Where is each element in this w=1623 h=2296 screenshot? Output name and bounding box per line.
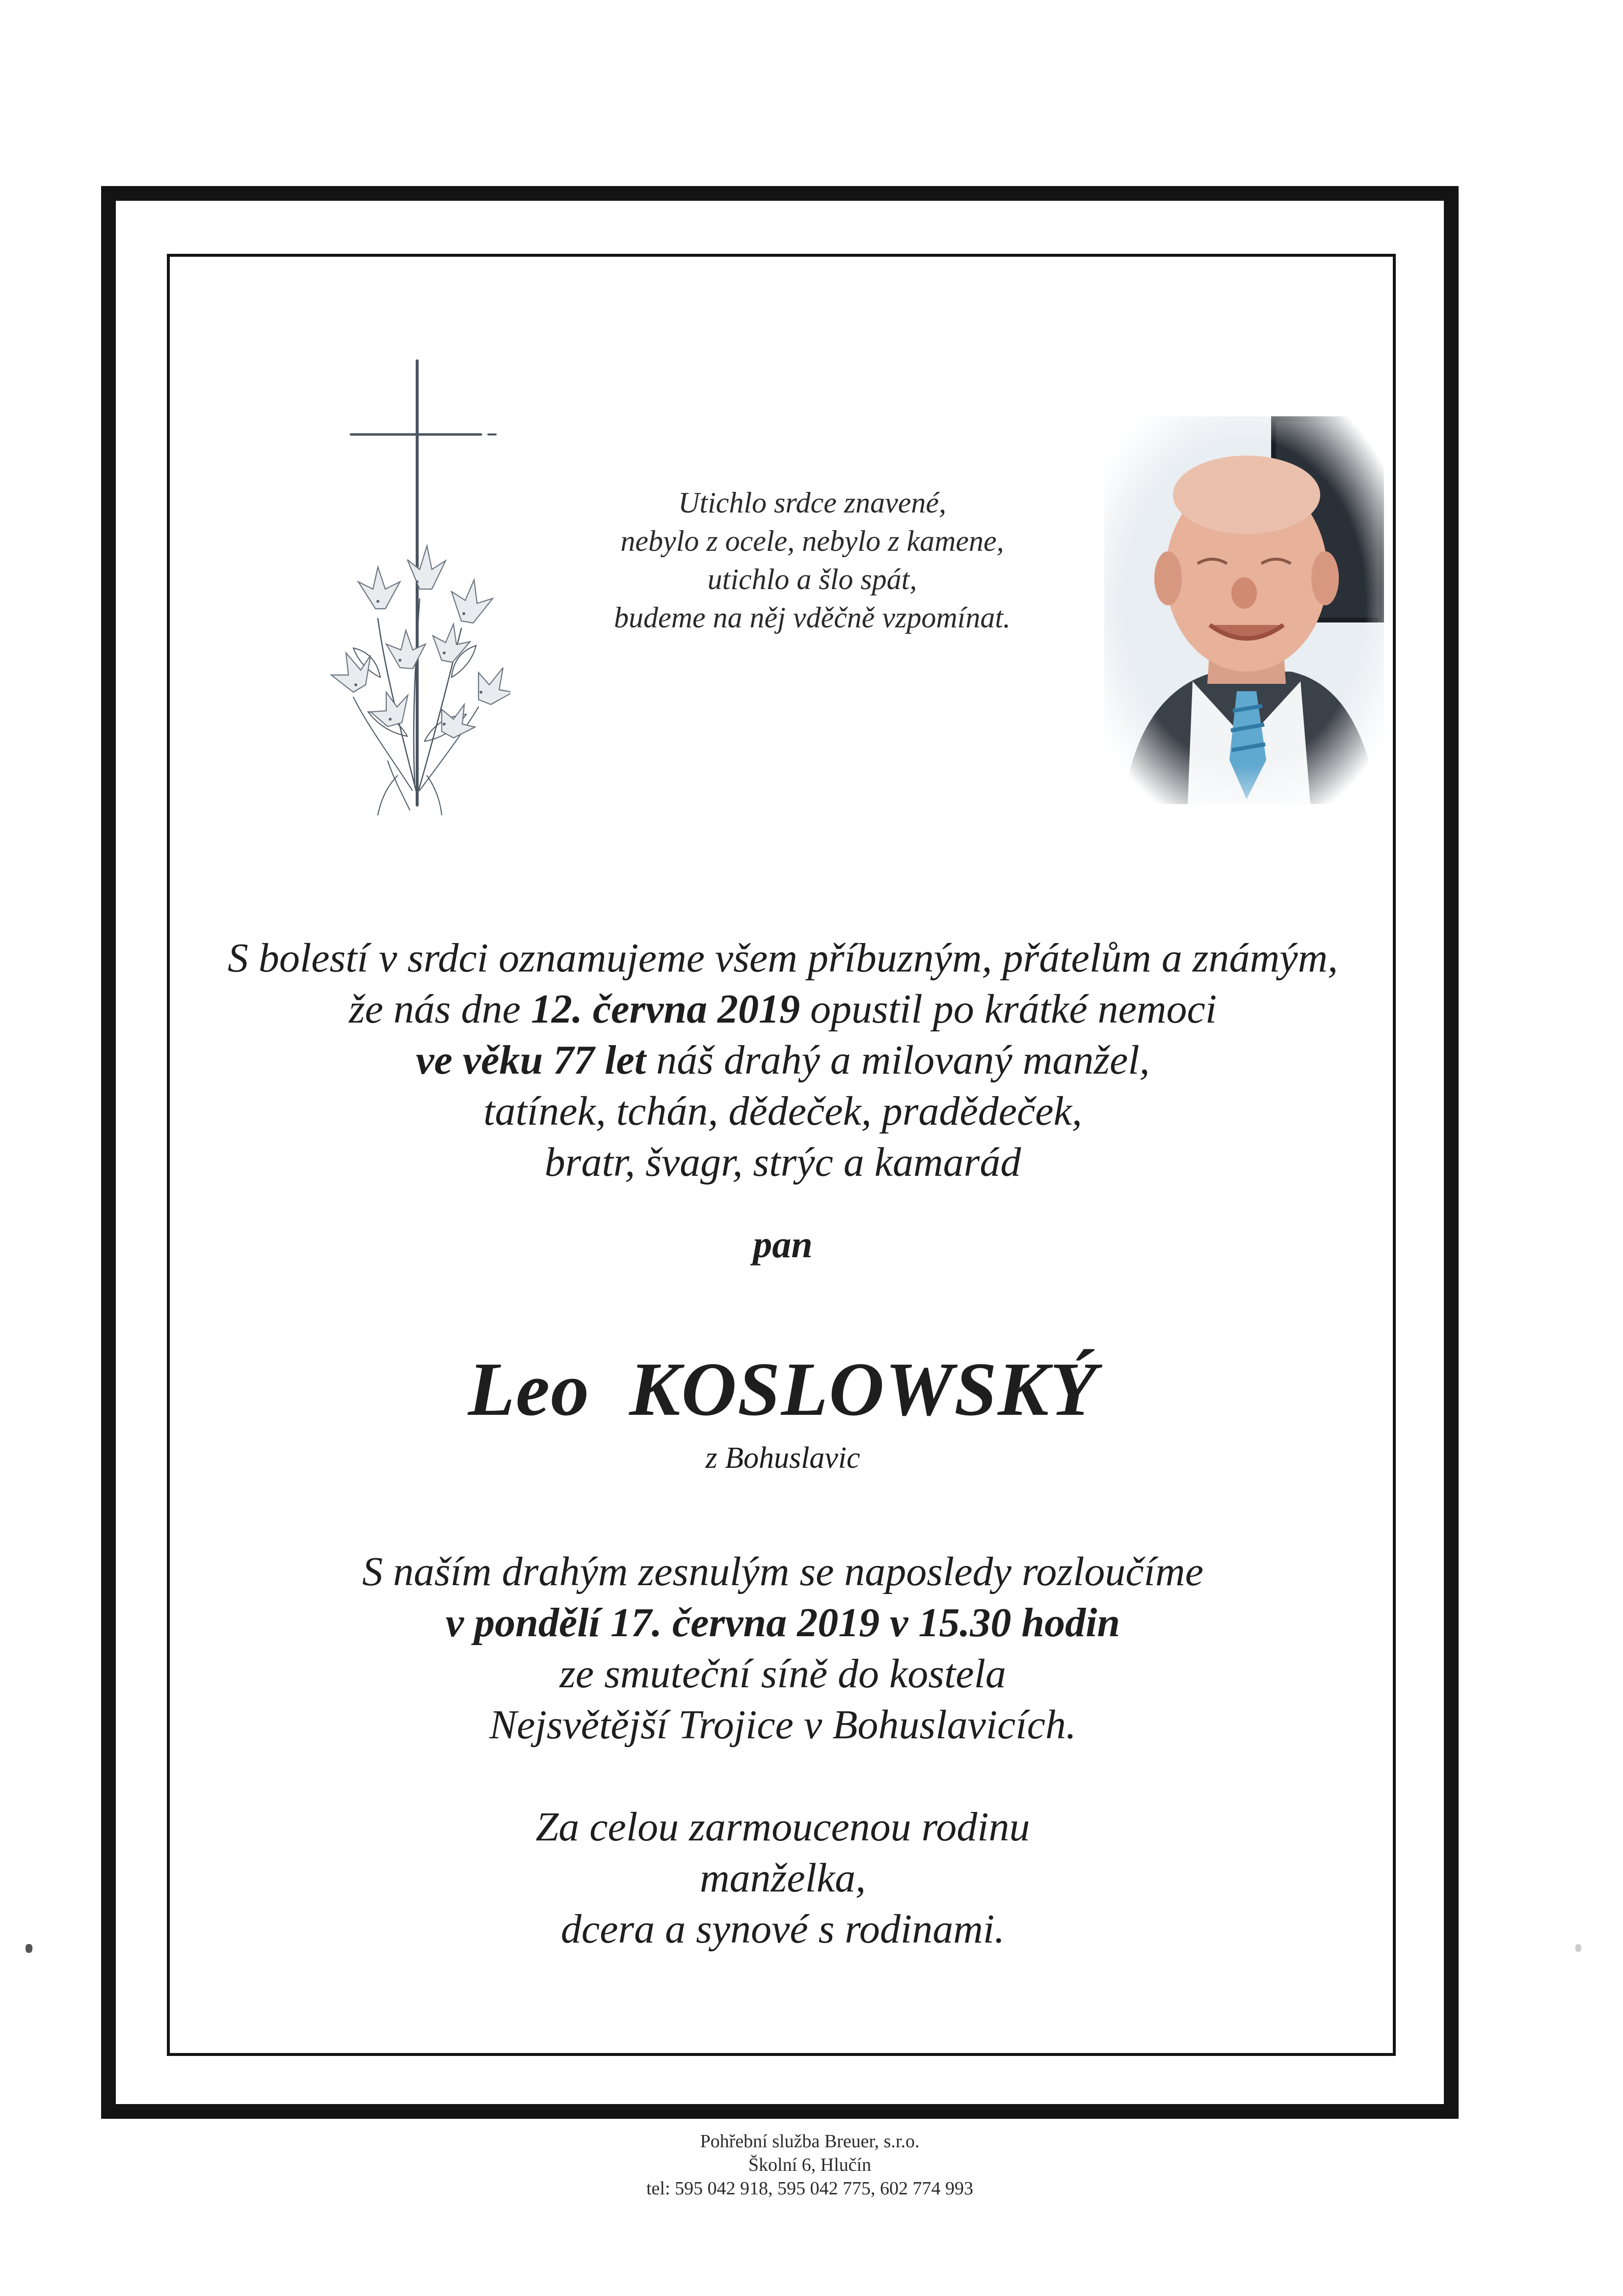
first-name: Leo xyxy=(468,1347,590,1432)
poem-line: utichlo a šlo spát, xyxy=(707,563,917,595)
funeral-home-address: Školní 6, Hlučín xyxy=(748,2155,872,2175)
farewell-text xyxy=(172,1546,1394,1751)
scan-speck xyxy=(1575,1944,1581,1952)
funeral-home-name: Pohřební služba Breuer, s.r.o. xyxy=(700,2131,920,2152)
farewell-line: ze smuteční síně do kostela xyxy=(559,1651,1006,1697)
honorific: pan xyxy=(753,1223,813,1266)
text-run: náš drahý a milovaný manžel, xyxy=(646,1037,1150,1083)
memorial-poem xyxy=(530,484,1094,637)
announcement-line: tatínek, tchán, dědeček, pradědeček, xyxy=(483,1088,1082,1134)
farewell-line: Nejsvětější Trojice v Bohuslavicích. xyxy=(489,1702,1076,1748)
farewell-line: S naším drahým zesnulým se naposledy rozloučíme xyxy=(362,1549,1203,1594)
family-line: manželka, xyxy=(699,1855,866,1901)
cross-with-lilies-icon xyxy=(294,353,510,825)
portrait-photo xyxy=(1104,416,1384,804)
family-line: dcera a synové s rodinami. xyxy=(560,1906,1005,1952)
poem-line: Utichlo srdce znavené, xyxy=(678,486,946,519)
text-run: že nás dne xyxy=(348,986,531,1032)
announcement-text xyxy=(172,933,1394,1188)
farewell-date: v pondělí 17. června 2019 v 15.30 hodin xyxy=(445,1600,1120,1646)
text-run: opustil po krátké nemoci xyxy=(800,986,1217,1032)
family-signature xyxy=(172,1802,1394,1955)
funeral-home-phones: tel: 595 042 918, 595 042 775, 602 774 993 xyxy=(646,2178,974,2199)
scan-speck xyxy=(26,1944,32,1953)
age-at-death: ve věku 77 let xyxy=(416,1037,646,1083)
hometown: z Bohuslavic xyxy=(705,1441,860,1475)
funeral-home-footer xyxy=(491,2130,1129,2200)
announcement-line: bratr, švagr, strýc a kamarád xyxy=(544,1139,1021,1185)
announcement-line xyxy=(172,1035,1394,1086)
deceased-name xyxy=(172,1345,1394,1433)
date-of-death: 12. června 2019 xyxy=(531,986,800,1032)
announcement-line: S bolestí v srdci oznamujeme všem příbuzným, přátelům a známým, xyxy=(227,935,1338,981)
poem-line: nebylo z ocele, nebylo z kamene, xyxy=(620,525,1004,557)
poem-line: budeme na něj vděčně vzpomínat. xyxy=(613,601,1011,634)
announcement-line xyxy=(172,984,1394,1035)
family-line: Za celou zarmoucenou rodinu xyxy=(535,1804,1030,1850)
last-name: KOSLOWSKÝ xyxy=(629,1347,1098,1432)
